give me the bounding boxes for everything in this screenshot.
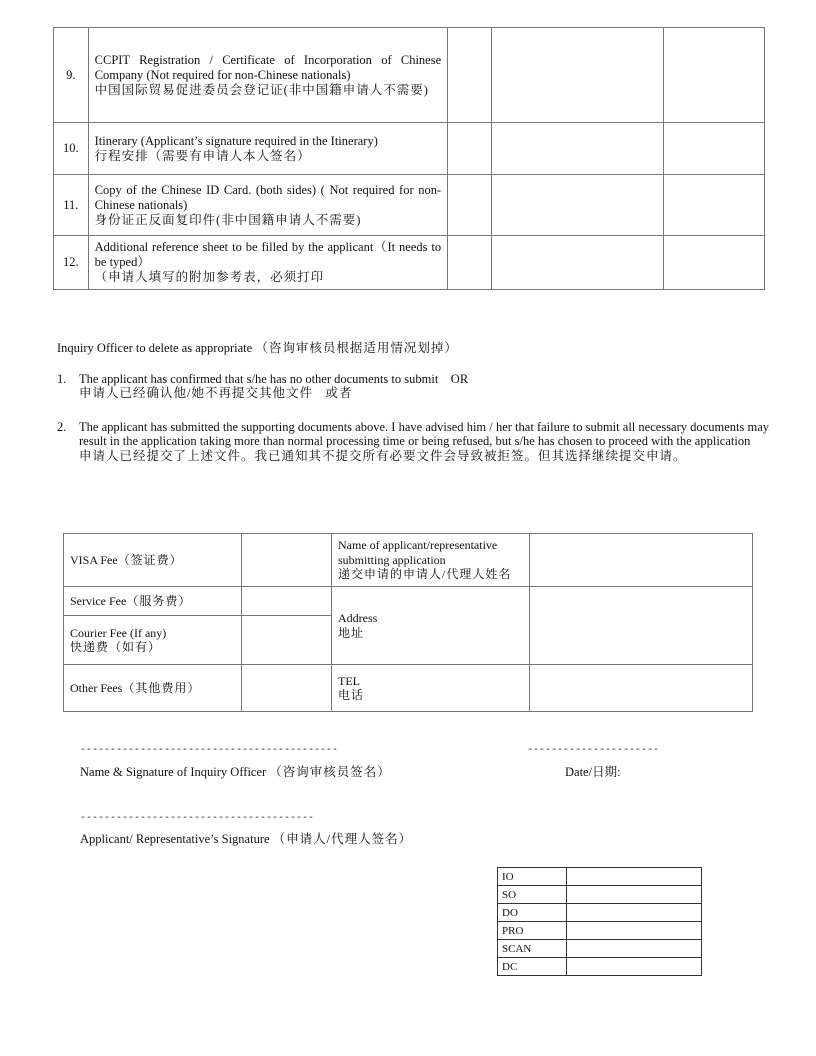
- officer-note: [57, 338, 458, 356]
- tel-value[interactable]: [530, 665, 753, 712]
- code-value[interactable]: [567, 886, 702, 904]
- item-description-en: CCPIT Registration / Certificate of Incorporation of Chinese Company (Not required for non-Chinese nationals): [94, 52, 442, 82]
- officer-cell[interactable]: [663, 236, 764, 290]
- table-row: [54, 175, 765, 236]
- statement-1: [57, 372, 769, 401]
- remark-cell[interactable]: [492, 175, 664, 236]
- code-value[interactable]: [567, 868, 702, 886]
- date-label: Date/日期:: [565, 765, 621, 779]
- item-number: 9.: [54, 28, 89, 123]
- item-number: 10.: [54, 123, 89, 175]
- applicant-signature-label: Applicant/ Representative’s Signature （申请人/代理人签名）: [80, 832, 413, 846]
- address-label: Address 地址: [332, 587, 530, 665]
- date-line[interactable]: ----------------------: [527, 745, 660, 756]
- visa-fee-value[interactable]: [242, 534, 332, 587]
- visa-fee-label: VISA Fee（签证费）: [64, 534, 242, 587]
- applicant-name-label: Name of applicant/representative submitting application 递交申请的申请人/代理人姓名: [332, 534, 530, 587]
- table-row: [54, 236, 765, 290]
- item-description-en: Additional reference sheet to be filled by the applicant（It needs to be typed）: [94, 240, 442, 269]
- item-description: [88, 28, 448, 123]
- item-number: 11.: [54, 175, 89, 236]
- check-cell[interactable]: [448, 28, 492, 123]
- table-row: [64, 665, 753, 712]
- tel-label: TEL 电话: [332, 665, 530, 712]
- statement-cn: 申请人已经确认他/她不再提交其他文件 或者: [79, 386, 353, 401]
- statement-number: 2.: [57, 420, 67, 434]
- code-value[interactable]: [567, 940, 702, 958]
- officer-signature-line[interactable]: -------------------------------------------: [80, 745, 339, 756]
- code-label: DO: [498, 904, 567, 922]
- item-description: [88, 123, 448, 175]
- statement-2: [57, 420, 769, 463]
- remark-cell[interactable]: [492, 28, 664, 123]
- table-row: [498, 886, 702, 904]
- table-row: [64, 534, 753, 587]
- check-cell[interactable]: [448, 123, 492, 175]
- code-label: DC: [498, 958, 567, 976]
- officer-note-en: Inquiry Officer to delete as appropriate: [57, 341, 253, 355]
- fee-table: [63, 533, 753, 712]
- table-row: [64, 587, 753, 616]
- statement-number: 1.: [57, 372, 67, 386]
- table-row: [498, 922, 702, 940]
- item-description-cn: 身份证正反面复印件(非中国籍申请人不需要): [94, 212, 362, 227]
- officer-signature-label: Name & Signature of Inquiry Officer （咨询审核员签名）: [80, 765, 391, 779]
- table-row: [54, 123, 765, 175]
- officer-cell[interactable]: [663, 175, 764, 236]
- code-label: SO: [498, 886, 567, 904]
- courier-fee-label: Courier Fee (If any) 快递费（如有）: [64, 616, 242, 665]
- code-value[interactable]: [567, 904, 702, 922]
- statement-cn: 申请人已经提交了上述文件。我已通知其不提交所有必要文件会导致被拒签。但其选择继续提交申请。: [79, 448, 687, 463]
- table-row: [498, 904, 702, 922]
- item-description-cn: （申请人填写的附加参考表，必须打印: [94, 270, 325, 284]
- check-cell[interactable]: [448, 236, 492, 290]
- document-items-table: [53, 27, 765, 290]
- code-value[interactable]: [567, 922, 702, 940]
- item-description-en: Copy of the Chinese ID Card. (both sides) ( Not required for non-Chinese nationals): [94, 182, 442, 212]
- code-label: PRO: [498, 922, 567, 940]
- item-description-en: Itinerary (Applicant’s signature required in the Itinerary): [94, 133, 378, 148]
- code-value[interactable]: [567, 958, 702, 976]
- service-fee-value[interactable]: [242, 587, 332, 616]
- item-description-cn: 中国国际贸易促进委员会登记证(非中国籍申请人不需要): [94, 82, 429, 97]
- table-row: [498, 940, 702, 958]
- item-description: [88, 236, 448, 290]
- other-fees-label: Other Fees（其他费用）: [64, 665, 242, 712]
- table-row: [498, 868, 702, 886]
- item-description-cn: 行程安排（需要有申请人本人签名）: [94, 148, 311, 163]
- table-row: [54, 28, 765, 123]
- applicant-signature-line[interactable]: ---------------------------------------: [80, 813, 315, 824]
- applicant-name-value[interactable]: [530, 534, 753, 587]
- code-label: IO: [498, 868, 567, 886]
- other-fees-value[interactable]: [242, 665, 332, 712]
- code-label: SCAN: [498, 940, 567, 958]
- check-cell[interactable]: [448, 175, 492, 236]
- remark-cell[interactable]: [492, 123, 664, 175]
- service-fee-label: Service Fee（服务费）: [64, 587, 242, 616]
- address-value[interactable]: [530, 587, 753, 665]
- officer-cell[interactable]: [663, 123, 764, 175]
- table-row: [498, 958, 702, 976]
- statement-en: The applicant has submitted the supporting documents above. I have advised him / her that failure to submit all necessary documents may result in the application taking more than normal processing time or being refused, but s/he has chosen to proceed with the application: [79, 420, 769, 449]
- office-code-table: [497, 867, 702, 976]
- courier-fee-value[interactable]: [242, 616, 332, 665]
- statement-en: The applicant has confirmed that s/he has no other documents to submit OR: [79, 372, 469, 386]
- officer-cell[interactable]: [663, 28, 764, 123]
- item-number: 12.: [54, 236, 89, 290]
- item-description: [88, 175, 448, 236]
- remark-cell[interactable]: [492, 236, 664, 290]
- officer-note-cn: （咨询审核员根据适用情况划掉）: [255, 341, 458, 355]
